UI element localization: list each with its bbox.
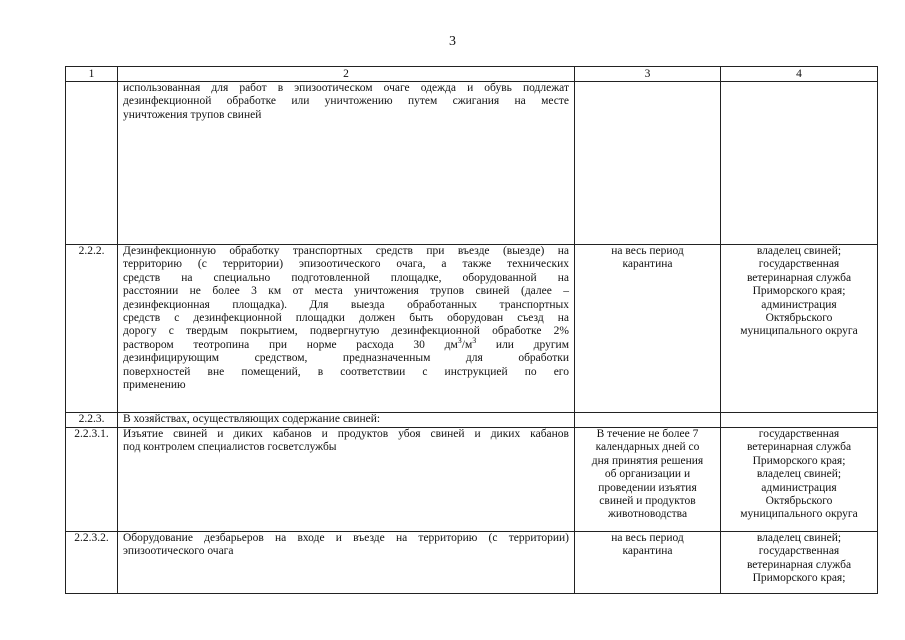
measures-table (65, 66, 878, 594)
text-line: Приморского края; (752, 285, 846, 298)
measure-description (118, 82, 575, 245)
text-line: ветеринарная служба (746, 558, 852, 571)
row-number: 2.2.3.2. (66, 532, 118, 594)
row-number (66, 82, 118, 245)
text-line: Приморского края; (752, 572, 846, 585)
text-line: ветеринарная служба (746, 271, 852, 284)
text-line: использованная для работ в эпизоотическом очаге одежда и обувь подлежат (123, 82, 569, 94)
text-line: карантина (622, 545, 673, 558)
text-line: администрация (761, 481, 837, 494)
text-line: на весь период (611, 532, 684, 544)
column-number-3: 3 (575, 67, 721, 82)
table-row (66, 245, 878, 413)
text-line: Изъятие свиней и диких кабанов и продуктов убоя свиней и диких кабанов (123, 428, 569, 440)
row-number: 2.2.2. (66, 245, 118, 413)
column-number-1: 1 (66, 67, 118, 82)
table-row (66, 532, 878, 594)
text-line: расстоянии не более 3 км от места уничтожения трупов свиней (далее – (123, 285, 569, 298)
responsible-cell (721, 532, 878, 594)
text-line: животноводства (607, 508, 688, 521)
deadline-cell (575, 532, 721, 594)
text-line: администрация (761, 298, 837, 311)
text-line: об организации и (604, 468, 691, 481)
measure-description (118, 245, 575, 413)
text-line: дезинфекционной обработке или уничтожению путем сжигания на месте (123, 95, 569, 108)
measure-description (118, 428, 575, 532)
text-line: государственная (758, 258, 840, 271)
row-number: 2.2.3.1. (66, 428, 118, 532)
page-number: 3 (449, 34, 456, 49)
table-row (66, 428, 878, 532)
text-line: средств с дезинфекционной площадки должен быть оборудован съезд на (123, 312, 569, 325)
text-line: дезинфицирующим средством, предназначенным для обработки (123, 352, 569, 365)
text-line: территорию (с территории) эпизоотического очага, а также технических (123, 258, 569, 271)
text-line: В хозяйствах, осуществляющих содержание свиней: (123, 413, 381, 425)
measure-description (118, 532, 575, 594)
text-line: государственная (758, 428, 840, 440)
responsible-cell (721, 82, 878, 245)
text-line: владелец свиней; (756, 245, 842, 257)
text-line: средств на специально подготовленной площадке, оборудованной на (123, 271, 569, 284)
text-line: Дезинфекционную обработку транспортных средств при въезде (выезде) на (123, 245, 569, 257)
text-line: эпизоотического очага (123, 545, 234, 558)
text-line: под контролем специалистов госветслужбы (123, 441, 337, 454)
column-number-4: 4 (721, 67, 878, 82)
text-line: владелец свиней; (756, 468, 842, 481)
responsible-cell (721, 428, 878, 532)
text-line: календарных дней со (595, 441, 700, 454)
text-line: дня принятия решения (591, 454, 704, 467)
text-line: В течение не более 7 (596, 428, 699, 440)
text-line: муниципального округа (740, 508, 858, 521)
deadline-cell (575, 428, 721, 532)
text-line: Приморского края; (752, 454, 846, 467)
text-line: раствором теотропина при норме расхода 30 $дм^3/м^3$ или другим (123, 336, 569, 351)
text-line: владелец свиней; (756, 532, 842, 544)
text-line: свиней и продуктов (599, 495, 696, 508)
text-line: уничтожения трупов свиней (123, 108, 262, 121)
deadline-cell (575, 82, 721, 245)
column-number-row (66, 67, 878, 82)
table-row (66, 413, 878, 428)
responsible-cell (721, 413, 878, 428)
text-line: Оборудование дезбарьеров на входе и въезде на территорию (с территории) (123, 532, 569, 544)
text-line: муниципального округа (740, 325, 858, 338)
text-line: проведении изъятия (598, 481, 697, 494)
deadline-cell (575, 413, 721, 428)
text-line: государственная (758, 545, 840, 558)
text-line: на весь период (611, 245, 684, 257)
measure-description (118, 413, 575, 428)
responsible-cell (721, 245, 878, 413)
column-number-2: 2 (118, 67, 575, 82)
deadline-cell (575, 245, 721, 413)
table-row (66, 82, 878, 245)
text-line: Октябрьского (765, 312, 833, 325)
row-number: 2.2.3. (66, 413, 118, 428)
text-line: Октябрьского (765, 495, 833, 508)
text-line: дорогу с твердым покрытием, подвергнутую дезинфекционной обработке 2% (123, 325, 569, 338)
text-line: поверхностей вне помещений, в соответствии с инструкцией по его (123, 365, 569, 378)
text-line: ветеринарная служба (746, 441, 852, 454)
text-line: дезинфекционная площадка). Для выезда обработанных транспортных (123, 298, 569, 311)
text-line: карантина (622, 258, 673, 271)
text-line: применению (123, 379, 186, 392)
